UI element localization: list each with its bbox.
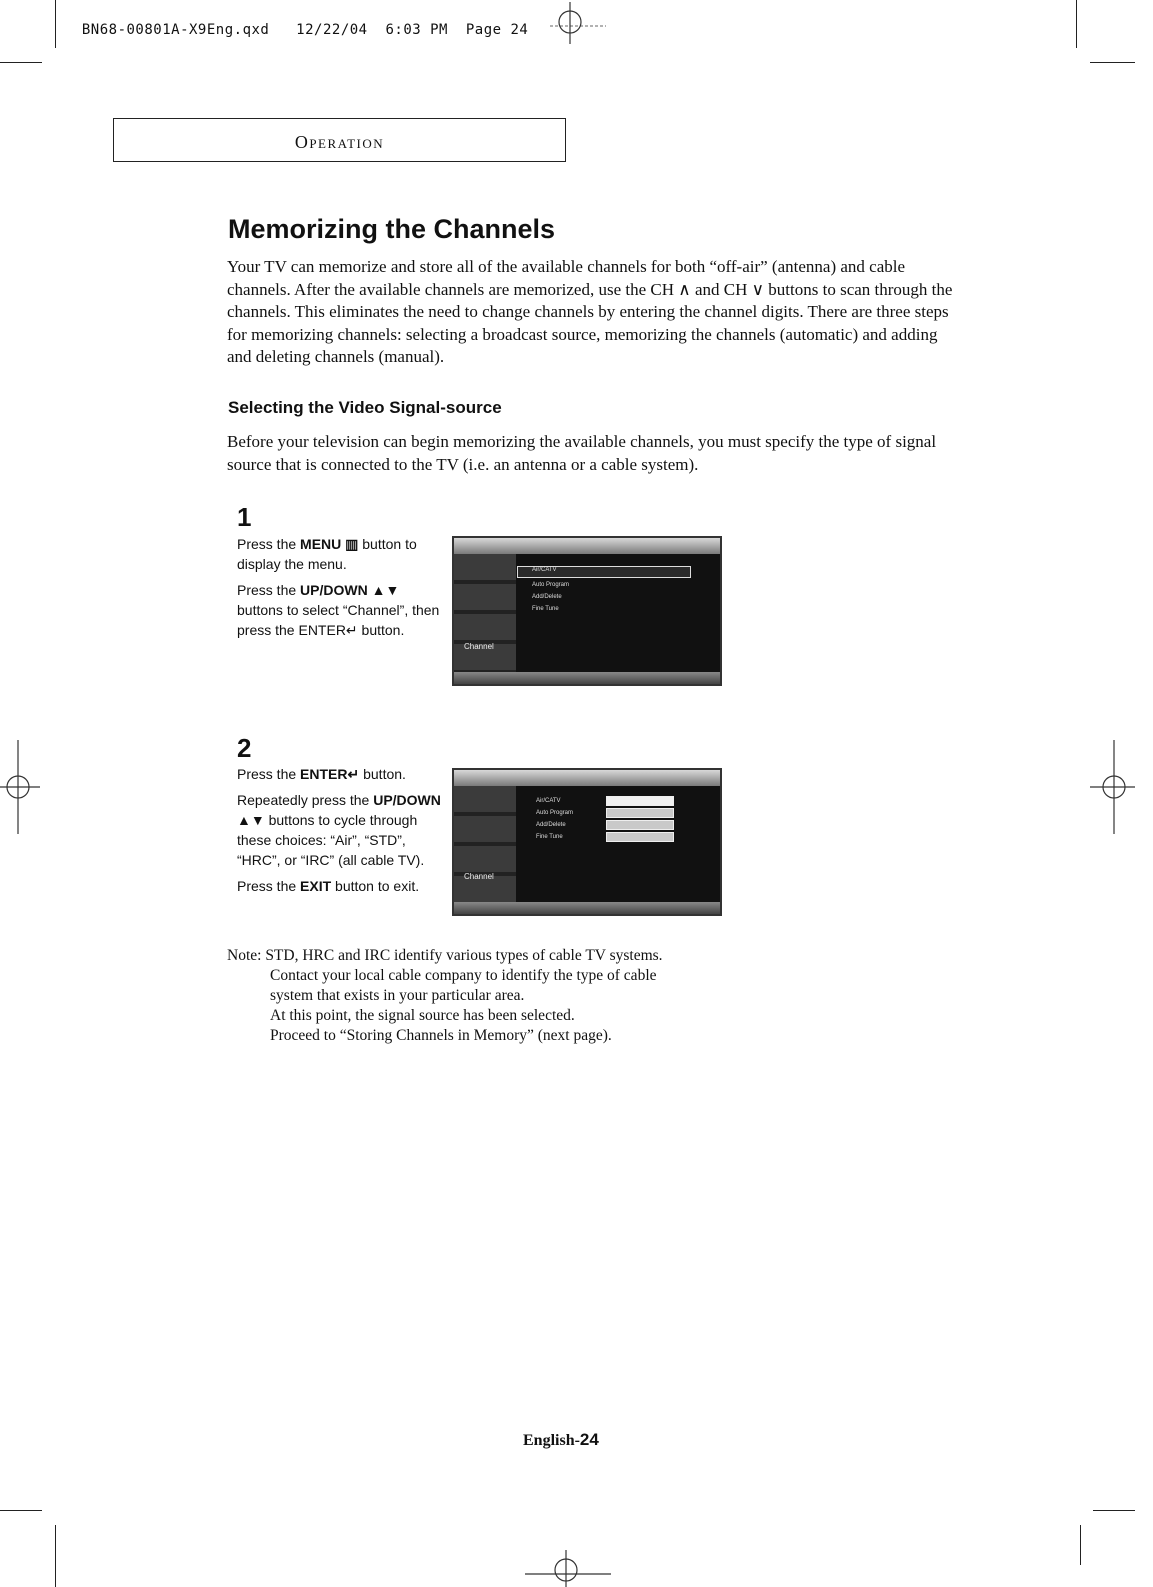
step-1-paragraph — [237, 534, 447, 574]
screen-side-label: Channel — [464, 872, 494, 881]
screen-menu-item: Auto Program — [532, 582, 570, 588]
screen-menu-item: Air/CATV — [532, 567, 557, 573]
text-run: buttons to select “Channel”, then press the ENTER↵ button. — [237, 602, 440, 638]
screen-side-label: Channel — [464, 642, 494, 651]
slug-file: BN68-00801A-X9Eng.qxd — [81, 22, 270, 38]
step-2-paragraph — [237, 764, 447, 784]
step-2-instructions — [237, 764, 447, 902]
note-line: At this point, the signal source has been selected. — [270, 1007, 575, 1024]
key-name: UP/DOWN ▲▼ — [237, 792, 441, 828]
text-run: Press the — [237, 536, 301, 552]
crop-mark — [0, 1510, 42, 1511]
screen-title-bar — [454, 538, 720, 554]
intro-paragraph: Your TV can memorize and store all of the available channels for both “off-air” (antenna) and cable channels. After the available channels are memorized, use the CH ∧ and CH ∨ buttons to scan through the channels. This eliminates the need to change channels by entering the channel digits. There are three steps for memorizing channels: selecting a broadcast source, memorizing the channels (automatic) and adding and deleting channels (manual). — [227, 257, 953, 366]
crop-mark — [1090, 62, 1135, 63]
registration-mark-left — [0, 740, 40, 834]
screen-title-bar — [454, 770, 720, 786]
key-name: MENU ▥ — [300, 536, 359, 552]
footer-language: English- — [523, 1432, 580, 1449]
step-2-number: 2 — [237, 733, 252, 763]
screen-menu-item: Fine Tune — [532, 606, 559, 612]
screen-menu-item: Air/CATV — [536, 798, 561, 804]
step-1-menu-screenshot — [452, 536, 722, 686]
step-2-menu-screenshot — [452, 768, 722, 916]
note-block — [227, 946, 787, 1046]
footer-page-number: 24 — [579, 1430, 599, 1449]
crop-mark — [0, 62, 42, 63]
crop-mark — [1076, 0, 1077, 48]
registration-mark-top — [540, 0, 610, 46]
slug-page-label: Page — [465, 22, 502, 38]
step-1-paragraph — [237, 580, 447, 640]
screen-option-box — [606, 832, 674, 842]
text-run: Repeatedly press the — [237, 792, 374, 808]
slug-date: 12/22/04 — [296, 22, 368, 38]
screen-side-icons — [454, 554, 516, 672]
step-1-instructions — [237, 534, 447, 646]
text-run: button. — [359, 766, 406, 782]
slug-page-number: 24 — [510, 22, 529, 38]
registration-mark-bottom — [515, 1540, 615, 1587]
screen-button-bar — [454, 672, 720, 684]
screen-button-bar — [454, 902, 720, 914]
step-2-paragraph — [237, 876, 447, 896]
page-title: Memorizing the Channels — [228, 214, 556, 244]
crop-mark — [55, 1525, 56, 1587]
subsection-title: Selecting the Video Signal-source — [228, 398, 502, 417]
print-slug — [64, 6, 528, 38]
text-run: Press the — [237, 878, 301, 894]
text-run: buttons to cycle through these choices: “Air”, “STD”, “HRC”, or “IRC” (all cable TV). — [237, 812, 425, 868]
step-1-number: 1 — [237, 502, 252, 532]
subsection-paragraph: Before your television can begin memorizing the available channels, you must specify the type of signal source that is connected to the TV (i.e. an antenna or a cable system). — [227, 432, 937, 474]
key-name: UP/DOWN ▲▼ — [300, 582, 400, 598]
section-header-box — [113, 118, 566, 162]
text-run: Press the — [237, 766, 301, 782]
step-2-paragraph — [237, 790, 447, 870]
key-name: ENTER↵ — [300, 766, 360, 782]
screen-menu-item: Add/Delete — [536, 822, 566, 828]
crop-mark — [1093, 1510, 1135, 1511]
screen-side-icons — [454, 786, 516, 902]
page-footer — [523, 1430, 599, 1450]
crop-mark — [1080, 1525, 1081, 1565]
note-line: STD, HRC and IRC identify various types of cable TV systems. — [265, 947, 663, 964]
text-run: button to exit. — [331, 878, 420, 894]
registration-mark-right — [1090, 740, 1135, 834]
screen-menu-item: Fine Tune — [536, 834, 563, 840]
note-first-line — [227, 946, 787, 966]
screen-menu-item: Add/Delete — [532, 594, 562, 600]
section-label: Operation — [294, 132, 385, 152]
key-name: EXIT — [300, 878, 332, 894]
note-line: Proceed to “Storing Channels in Memory” (next page). — [270, 1027, 612, 1044]
text-run: Press the — [237, 582, 301, 598]
note-label: Note: — [227, 947, 262, 964]
crop-mark — [55, 0, 56, 48]
screen-menu-item: Auto Program — [536, 810, 574, 816]
note-line: system that exists in your particular area. — [270, 987, 525, 1004]
screen-option-box — [606, 796, 674, 806]
slug-time: 6:03 PM — [385, 22, 448, 38]
screen-option-box — [606, 808, 674, 818]
screen-option-box — [606, 820, 674, 830]
text-run: button to display the menu. — [237, 536, 417, 572]
note-line: Contact your local cable company to identify the type of cable — [270, 967, 657, 984]
